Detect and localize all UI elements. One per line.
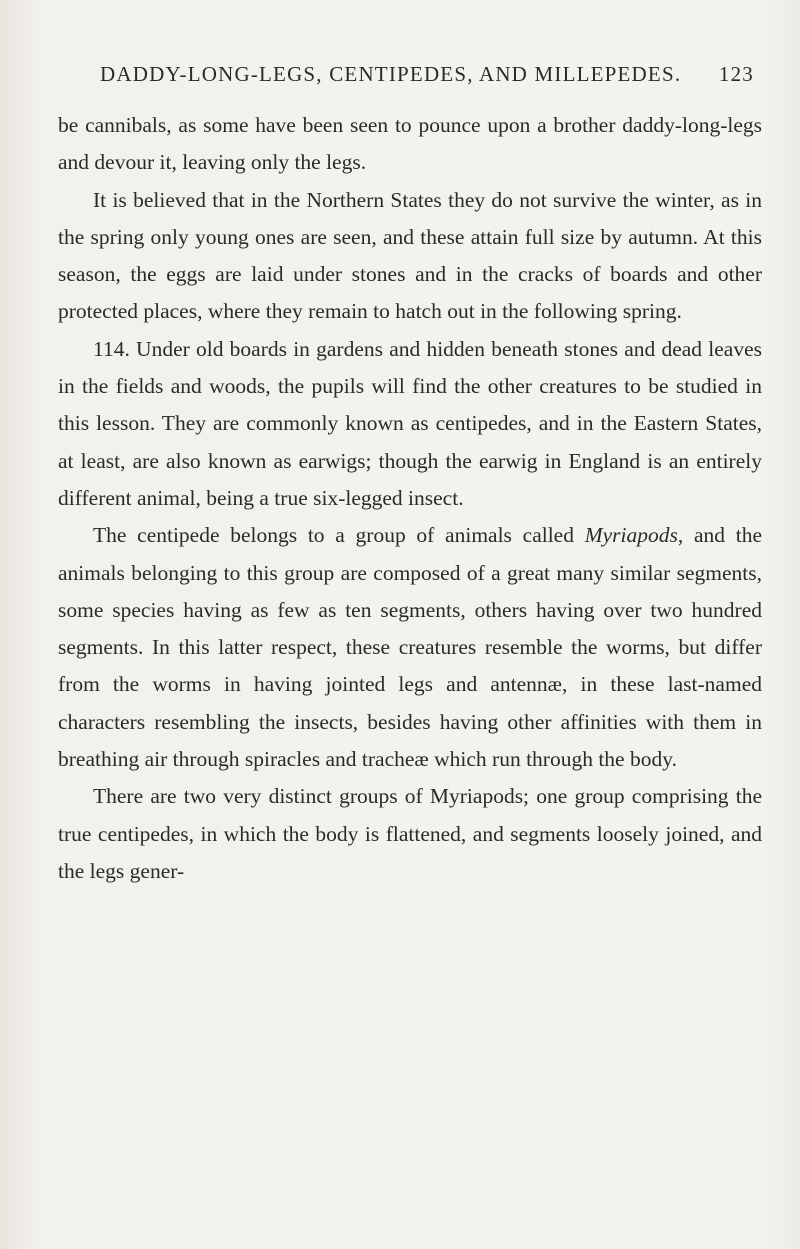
body-text [58,107,762,890]
myriapods-term: Myriapods [584,523,678,548]
paragraph-114-centipedes: 114. Under old boards in gardens and hidden beneath stones and dead leaves in the fields and woods, the pupils will find the other creatures to be studied in this lesson. They are commonly known as centipedes, and in the Eastern States, at least, are also known as earwigs; though the earwig in England is an entirely different animal, being a true six-legged insect. [58,336,762,510]
paragraph-winter-survival: It is believed that in the Northern States they do not survive the winter, as in the spring only young ones are seen, and these attain full size by autumn. At this season, the eggs are laid under stones and in the cracks of boards and other protected places, where they remain to hatch out in the following spring. [58,187,762,324]
paragraph-myriapods-after: , and the animals belonging to this group are composed of a great many similar segments, some species having as few as ten segments, others having over two hundred segments. In this latter respect, these creatures resemble the worms, but differ from the worms in having jointed legs and antennæ, in these last-named characters resembling the insects, besides having other affinities with them in breathing air through spiracles and tracheæ which run through the body. [58,523,762,772]
paragraph-myriapods [58,517,762,778]
page-number: 123 [718,62,754,86]
paragraph-continued: be cannibals, as some have been seen to pounce upon a brother daddy-long-legs and devour it, leaving only the legs. [58,113,762,175]
paragraph-myriapods-before: The centipede belongs to a group of animals called [93,523,585,548]
running-head [100,62,754,87]
running-title: DADDY-LONG-LEGS, CENTIPEDES, AND MILLEPEDES. [100,62,682,86]
paragraph-two-groups: There are two very distinct groups of Myriapods; one group comprising the true centipedes, in which the body is flattened, and segments loosely joined, and the legs gener- [58,784,762,883]
